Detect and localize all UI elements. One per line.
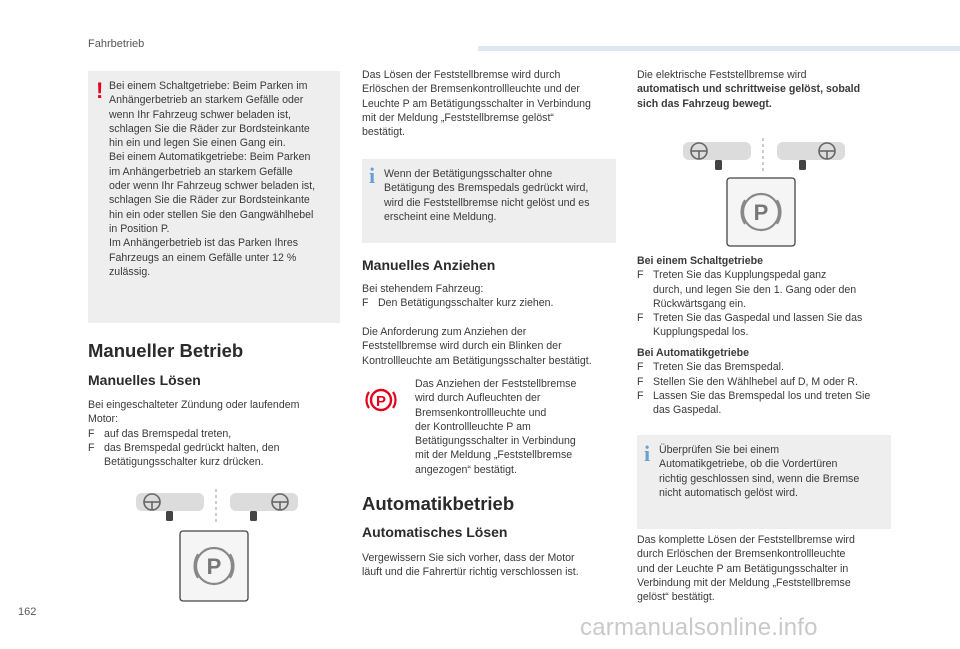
info-text: Wenn der Betätigungsschalter ohne Betätigung des Bremspedals gedrückt wird, wird die Feststellbremse nicht gelöst und es erscheint eine Meldung. xyxy=(384,168,590,223)
automatic-release-text: Vergewissern Sie sich vorher, dass der Motor läuft und die Fahrertür richtig verschlossen ist. xyxy=(362,552,579,579)
info-box-release xyxy=(362,159,616,243)
list-item: F das Bremspedal gedrückt halten, den Betätigungsschalter kurz drücken. xyxy=(88,441,280,469)
warning-box xyxy=(88,71,340,323)
full-release-text: Das komplette Lösen der Feststellbremse wird durch Erlöschen der Bremsenkontrollleuchte und der Leuchte P am Betätigungsschalter in Verbindung mit der Meldung „Feststellbremse gelöst“ bestätigt. xyxy=(637,534,855,604)
auto-release-illustration xyxy=(677,136,852,248)
page-number: 162 xyxy=(18,606,37,618)
watermark: carmanualsonline.info xyxy=(580,614,818,641)
list-item: F Den Betätigungsschalter kurz ziehen. xyxy=(362,297,554,310)
list-item: F Treten Sie das Kupplungspedal ganz durch, und legen Sie den 1. Gang oder den Rückwärtsgang ein. xyxy=(637,269,857,310)
apply-request-text: Die Anforderung zum Anziehen der Feststellbremse wird durch ein Blinken der Kontrollleuchte am Betätigungsschalter bestätigt. xyxy=(362,326,592,367)
heading-automatic-mode: Automatikbetrieb xyxy=(362,493,515,514)
warning-text: Bei einem Schaltgetriebe: Beim Parken im Anhängerbetrieb an starkem Gefälle oder wenn Ihr Fahrzeug schwer beladen ist, schlagen Sie die Räder zur Bordsteinkante hin ein und legen Sie einen Gang ein. Bei einem Automatikgetriebe: Beim Parken im Anhängerbetrieb an starkem Gefälle oder wenn Ihr Fahrzeug schwer beladen ist, schlagen Sie die Räder zur Bordsteinkante hin ein oder stellen Sie den Gangwählhebel in Position P. Im Anhängerbetrieb ist das Parken Ihres Fahrzeugs an einem Gefälle unter 12 % zulässig. xyxy=(109,80,316,278)
manual-apply-text: Bei stehendem Fahrzeug: F Den Betätigungsschalter kurz ziehen. xyxy=(362,282,620,311)
p-icon: P xyxy=(753,200,769,225)
info-box-doors xyxy=(637,435,891,529)
heading-manual-release: Manuelles Lösen xyxy=(88,372,201,388)
heading-manual-apply: Manuelles Anziehen xyxy=(362,257,496,273)
list-item: F Stellen Sie den Wählhebel auf D, M oder R. xyxy=(637,375,858,388)
header-rule xyxy=(478,46,960,51)
p-icon: P xyxy=(206,554,222,579)
svg-text:P: P xyxy=(375,393,387,410)
apply-confirmation-text: Das Anziehen der Feststellbremse wird durch Aufleuchten der Bremsenkontrollleuchte und der Kontrollleuchte P am Betätigungsschalter in Verbindung mit der Meldung „Feststellbremse angezogen“ bestätigt. xyxy=(415,378,577,476)
brake-warning-icon xyxy=(364,385,398,415)
list-item: F Treten Sie das Gaspedal und lassen Sie das Kupplungspedal los. xyxy=(637,312,863,339)
warning-icon: ! xyxy=(96,78,104,103)
automatic-gearbox-section: Bei Automatikgetriebe F Treten Sie das Bremspedal. F Stellen Sie den Wählhebel auf D, M oder R. F Lassen Sie das Bremspedal los und treten Sie das Gaspedal. xyxy=(637,346,899,417)
heading-automatic-release: Automatisches Lösen xyxy=(362,524,508,540)
info-icon: i xyxy=(644,441,651,466)
auto-release-intro: Die elektrische Feststellbremse wird automatisch und schrittweise gelöst, sobald sich das Fahrzeug bewegt. xyxy=(637,69,861,110)
seatbelt-icon xyxy=(715,160,806,170)
release-confirmation-text: Das Lösen der Feststellbremse wird durch Erlöschen der Bremsenkontrollleuchte und der Leuchte P am Betätigungsschalter in Verbindung mit der Meldung „Feststellbremse gelöst“ bestätigt. xyxy=(362,69,591,139)
list-item: F Treten Sie das Bremspedal. xyxy=(637,361,784,374)
seatbelt-icon xyxy=(166,511,257,521)
manual-gearbox-section: Bei einem Schaltgetriebe F Treten Sie das Kupplungspedal ganz durch, und legen Sie den 1. Gang oder den Rückwärtsgang ein. F Treten Sie das Gaspedal und lassen Sie das Kupplungspedal los. xyxy=(637,254,899,340)
info-icon: i xyxy=(369,163,376,188)
list-item: F Lassen Sie das Bremspedal los und treten Sie das Gaspedal. xyxy=(637,389,871,417)
info-text: Überprüfen Sie bei einem Automatikgetriebe, ob die Vordertüren richtig geschlossen sind, wenn die Bremse nicht automatisch gelöst wird. xyxy=(659,444,860,499)
list-item: F auf das Bremspedal treten, xyxy=(88,427,232,440)
heading-manual-mode: Manueller Betrieb xyxy=(88,340,244,361)
manual-release-text: Bei eingeschalteter Zündung oder laufendem Motor: F auf das Bremspedal treten, F das Bremspedal gedrückt halten, den Betätigungsschalter kurz drücken. xyxy=(88,398,343,469)
release-switch-illustration xyxy=(130,487,305,605)
section-title: Fahrbetrieb xyxy=(88,38,145,50)
